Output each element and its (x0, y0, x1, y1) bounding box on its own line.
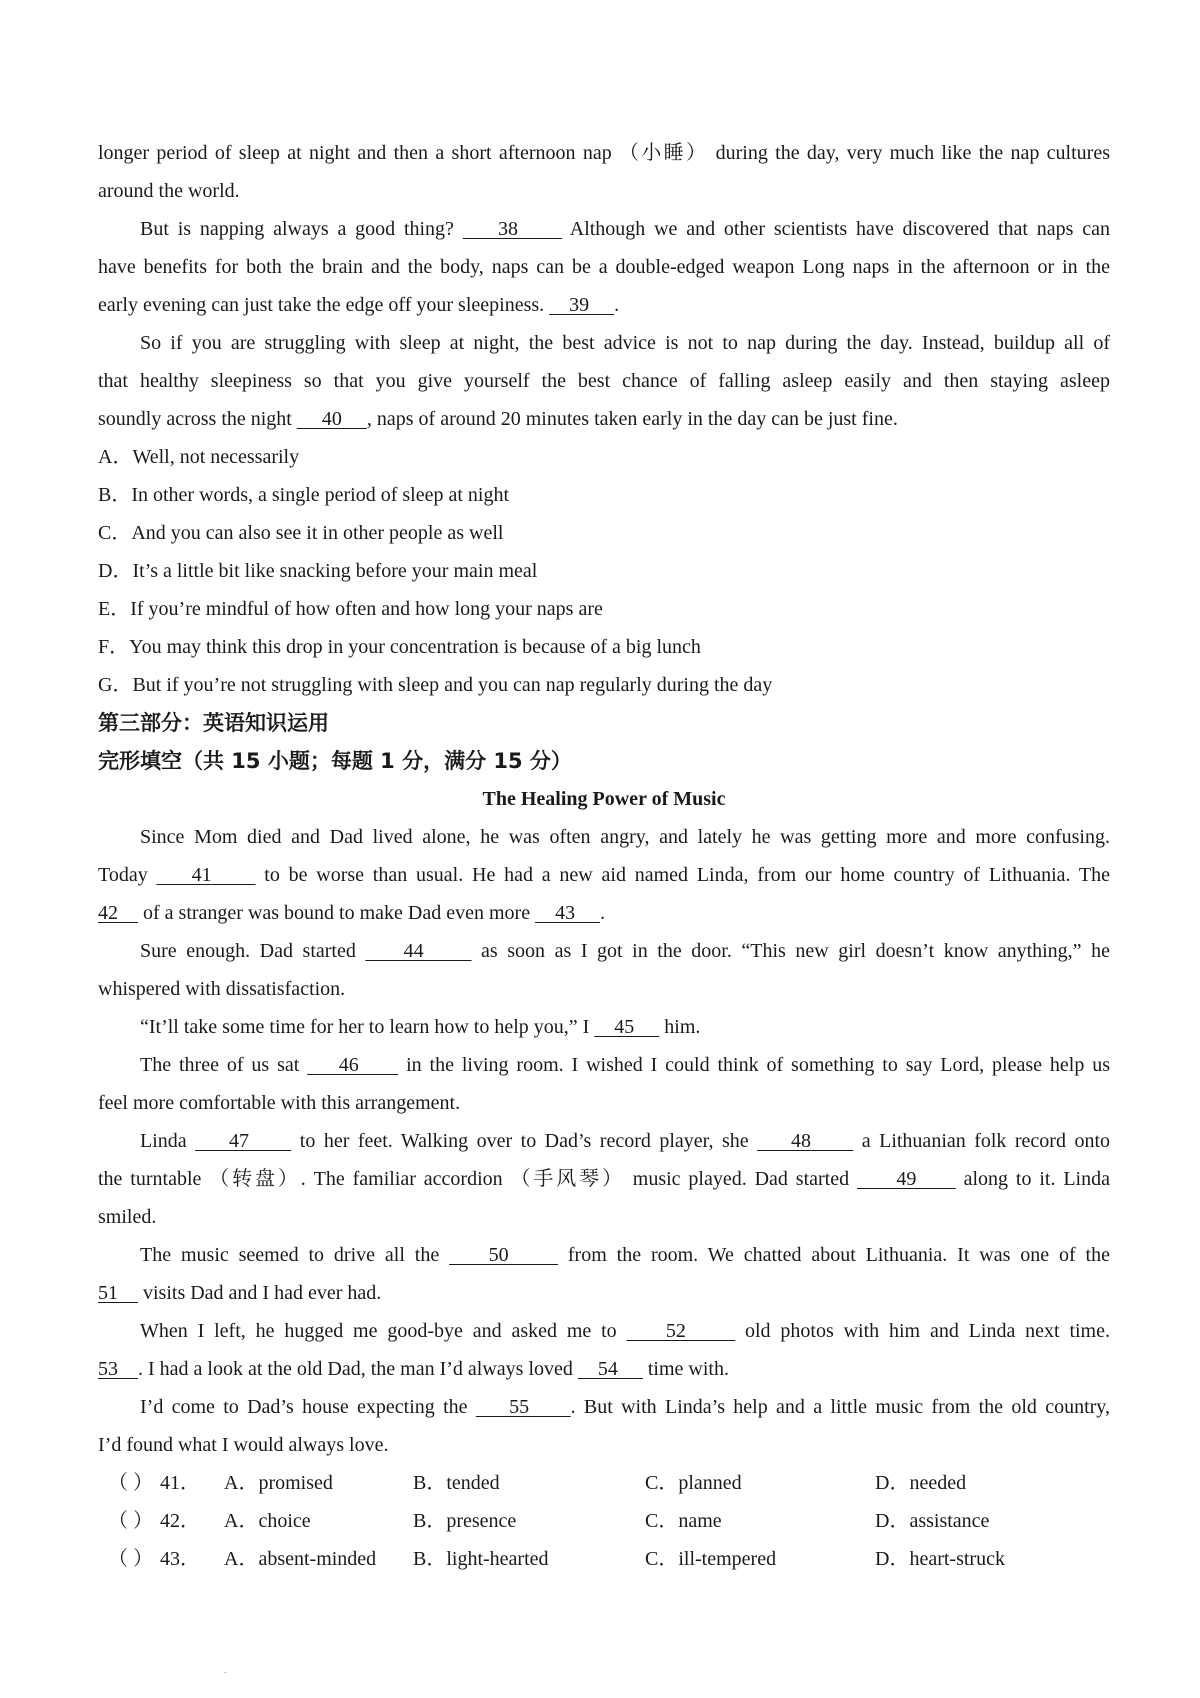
blank-43: 43 (535, 902, 601, 924)
answer-paren[interactable]: （ ） (108, 1510, 153, 1532)
cloze-title: The Healing Power of Music (482, 788, 726, 810)
blank-38: 38 (462, 218, 563, 240)
option-f: F．You may think this drop in your concentration is because of a big lunch (98, 636, 701, 658)
cloze-line: When I left, he hugged me good-bye and asked me to 52 old photos with him and Linda next time. (140, 1320, 1110, 1342)
passage-line: soundly across the night 40 , naps of around 20 minutes taken early in the day can be just fine. (98, 408, 898, 430)
blank-48: 48 (757, 1130, 854, 1152)
blank-49: 49 (856, 1168, 956, 1190)
footer-mark (224, 1672, 227, 1673)
blank-42: 42 (98, 902, 138, 924)
choice-c[interactable]: C．ill-tempered (645, 1548, 777, 1570)
blank-53: 53 (98, 1358, 138, 1380)
choice-c[interactable]: C．name (645, 1510, 722, 1532)
exam-page (98, 134, 1110, 1578)
choice-c[interactable]: C．planned (645, 1472, 742, 1494)
blank-41: 41 (156, 864, 256, 886)
passage-line: around the world. (98, 180, 240, 202)
cloze-line: 42 of a stranger was bound to make Dad even more 43 . (98, 902, 606, 924)
question-number: 41． (160, 1472, 200, 1494)
option-d: D．It’s a little bit like snacking before your main meal (98, 560, 538, 582)
answer-paren[interactable]: （ ） (108, 1472, 153, 1494)
option-c: C．And you can also see it in other people as well (98, 522, 504, 544)
question-row (98, 1502, 1110, 1540)
option-e: E．If you’re mindful of how often and how long your naps are (98, 598, 603, 620)
choice-b[interactable]: B．tended (413, 1472, 500, 1494)
blank-52: 52 (626, 1320, 736, 1342)
question-row (98, 1464, 1110, 1502)
option-a: A．Well, not necessarily (98, 446, 300, 468)
question-number: 43． (160, 1548, 200, 1570)
option-g: G．But if you’re not struggling with sleep and you can nap regularly during the day (98, 674, 773, 696)
cloze-line: smiled. (98, 1206, 157, 1228)
blank-44: 44 (365, 940, 472, 962)
cloze-line: Today 41 to be worse than usual. He had a new aid named Linda, from our home country of Lithuania. The (98, 864, 1111, 886)
cloze-line: Linda 47 to her feet. Walking over to Dad’s record player, she 48 a Lithuanian folk record onto (140, 1130, 1110, 1152)
cloze-line: 51 visits Dad and I had ever had. (98, 1282, 382, 1304)
passage-line: have benefits for both the brain and the body, naps can be a double-edged weapon Long naps in the afternoon or in the (98, 256, 1110, 278)
subsection-heading: 完形填空（共 15 小题；每题 1 分，满分 15 分） (98, 749, 572, 773)
blank-47: 47 (195, 1130, 292, 1152)
choice-d[interactable]: D．needed (875, 1472, 967, 1494)
question-number: 42． (160, 1510, 200, 1532)
answer-paren[interactable]: （ ） (108, 1548, 153, 1570)
blank-45: 45 (594, 1016, 660, 1038)
blank-50: 50 (449, 1244, 558, 1266)
choice-a[interactable]: A．choice (224, 1510, 311, 1532)
cloze-line: I’d come to Dad’s house expecting the 55 . But with Linda’s help and a little music from the old country, (140, 1396, 1111, 1418)
passage-line: So if you are struggling with sleep at night, the best advice is not to nap during the day. Instead, buildup all of (140, 332, 1110, 354)
cloze-line: The three of us sat 46 in the living room. I wished I could think of something to say Lord, please help us (140, 1054, 1111, 1076)
choice-d[interactable]: D．assistance (875, 1510, 990, 1532)
passage-line: that healthy sleepiness so that you give yourself the best chance of falling asleep easily and then staying asleep (98, 370, 1110, 392)
passage-line: longer period of sleep at night and then a short afternoon nap （小睡） during the day, very much like the nap cultures (98, 142, 1110, 164)
cloze-line: Sure enough. Dad started 44 as soon as I got in the door. “This new girl doesn’t know anything,” he (140, 940, 1111, 962)
cloze-line: the turntable （转盘）. The familiar accordion （手风琴） music played. Dad started 49 along to it. Linda (98, 1168, 1110, 1190)
passage-line: early evening can just take the edge off your sleepiness. 39 . (98, 294, 620, 316)
section-heading: 第三部分：英语知识运用 (98, 711, 329, 735)
choice-a[interactable]: A．promised (224, 1472, 333, 1494)
blank-46: 46 (307, 1054, 399, 1076)
option-b: B．In other words, a single period of sleep at night (98, 484, 510, 506)
blank-39: 39 (549, 294, 615, 316)
cloze-line: 53 . I had a look at the old Dad, the man I’d always loved 54 time with. (98, 1358, 729, 1380)
cloze-line: Since Mom died and Dad lived alone, he was often angry, and lately he was getting more and more confusing. (140, 826, 1110, 848)
blank-51: 51 (98, 1282, 138, 1304)
cloze-line: feel more comfortable with this arrangement. (98, 1092, 461, 1114)
cloze-line: I’d found what I would always love. (98, 1434, 389, 1456)
passage-line: But is napping always a good thing? 38 Although we and other scientists have discovered that naps can (140, 218, 1111, 240)
blank-40: 40 (296, 408, 367, 430)
choice-b[interactable]: B．light-hearted (413, 1548, 549, 1570)
blank-54: 54 (577, 1358, 643, 1380)
blank-55: 55 (475, 1396, 571, 1418)
choice-d[interactable]: D．heart-struck (875, 1548, 1005, 1570)
cloze-line: whispered with dissatisfaction. (98, 978, 346, 1000)
choice-a[interactable]: A．absent-minded (224, 1548, 377, 1570)
question-row (98, 1540, 1110, 1578)
choice-b[interactable]: B．presence (413, 1510, 517, 1532)
cloze-line: “It’ll take some time for her to learn how to help you,” I 45 him. (140, 1016, 701, 1038)
cloze-line: The music seemed to drive all the 50 from the room. We chatted about Lithuania. It was one of the (140, 1244, 1110, 1266)
